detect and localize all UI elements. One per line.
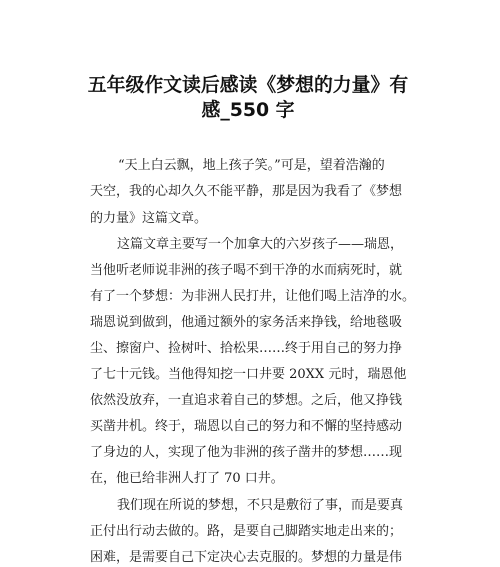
body-line: 买凿井机。终于，瑞恩以自己的努力和不懈的坚持感动 — [90, 419, 403, 434]
body-line: 依然没放弃，一直追求着自己的梦想。之后，他又挣钱 — [90, 393, 403, 408]
body-line: “天上白云飘，地上孩子笑。”可是，望着浩瀚的 — [118, 158, 385, 173]
body-line: 这篇文章主要写一个加拿大的六岁孩子——瑞恩， — [117, 237, 404, 252]
body-line: 的力量》这篇文章。 — [90, 211, 208, 226]
document-title-line-2: 感_550 字 — [201, 99, 295, 121]
body-line: 当他听老师说非洲的孩子喝不到干净的水而病死时，就 — [90, 263, 403, 278]
body-line: 我们现在所说的梦想，不只是敷衍了事，而是要真 — [117, 498, 404, 513]
body-line: 尘、擦窗户、捡树叶、拾松果……终于用自己的努力挣 — [90, 341, 403, 356]
body-line: 天空，我的心却久久不能平静，那是因为我看了《梦想 — [90, 184, 403, 199]
body-line: 了身边的人，实现了他为非洲的孩子凿井的梦想……现 — [90, 445, 403, 460]
body-line: 正付出行动去做的。路，是要自己脚踏实地走出来的； — [90, 524, 403, 539]
body-line: 了七十元钱。当他得知挖一口井要 20XX 元时，瑞恩他 — [90, 367, 407, 382]
body-line: 困难，是需要自己下定决心去克服的。梦想的力量是伟 — [90, 550, 403, 565]
body-line: 有了一个梦想：为非洲人民打井，让他们喝上洁净的水。 — [90, 289, 416, 304]
body-line: 在，他已给非洲人打了 70 口井。 — [90, 471, 284, 486]
body-line: 瑞恩说到做到，他通过额外的家务活来挣钱，给地毯吸 — [90, 315, 403, 330]
document-title-line-1: 五年级作文读后感读《梦想的力量》有 — [87, 74, 409, 96]
